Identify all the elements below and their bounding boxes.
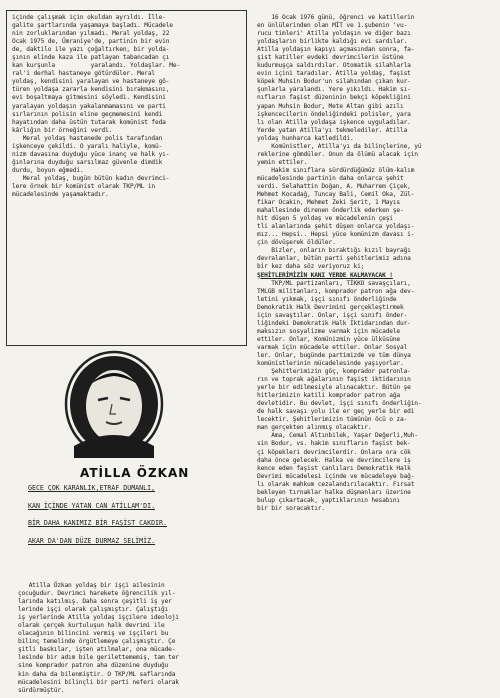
poem-line: GECE ÇOK KARANLIK,ETRAF DUMANLI, — [28, 484, 156, 492]
left-column-bottom-text — [18, 582, 179, 695]
text-line: kudurmuşça saldırdılar. Otomatik silahlarla — [257, 62, 411, 70]
text-line: yoldaş hunharca katledildi. — [257, 134, 354, 142]
text-line: lesinde bir adım bile gerilettememiş, tam ter — [18, 654, 179, 662]
text-line: ettiler. Onlar, Komünizmin yüce ülküsüne — [257, 335, 401, 343]
text-line: Meral yoldaş hastanede polis tarafından — [12, 134, 163, 142]
text-line: mücadelesinde yaşamaktadır. — [12, 191, 109, 199]
text-line: olarak çerçek kurtuluşun halk devrimi ile — [18, 622, 165, 630]
text-line: yoldaşların birlikte kaldığı evi sardılar. — [257, 38, 408, 46]
text-line: kârlığın bir örneğini verdi. — [12, 126, 113, 134]
text-line: Meral yoldaş, bugün bütün kadın devrimci- — [12, 174, 170, 182]
text-line: Bizler, onların bıraktığı kızıl bayrağı — [257, 247, 411, 255]
text-line: en ünlülerinden olan MİT ve 1.şubenin 'vu- — [257, 22, 408, 30]
text-line: yerle bir edilmesiyle alınacaktır. Bütün şe — [257, 384, 411, 392]
text-line: daha önce gelecek. Halka ve devrimcilere iş — [257, 456, 411, 464]
text-line: evi boşaltmaya gitmesini söyledi. Kendisini — [12, 94, 166, 102]
text-line: Hakim sınıflara sürdürdüğümüz ölüm-kalım — [257, 166, 415, 174]
text-line: Atilla Özkan yoldaş bir işçi ailesinin — [18, 582, 165, 589]
text-line: mücadelesinde partinin daha onlarca şehit — [257, 174, 404, 182]
text-line: reklerine gömdüler. Onun da ölümü alacak için — [257, 150, 418, 158]
text-line: mız... Hepsi.. Hepsi yüce komünizm davası i- — [257, 231, 415, 239]
text-line: işkencecilerin öndeliğindeki polisler, yara — [257, 110, 411, 118]
text-line: lerinde işçi olarak çalışmıştır. Çalıştığı — [18, 606, 169, 614]
text-line: ler. Onlar, bugünde partimizde ve tüm dünya — [257, 351, 411, 359]
text-line: man gerçekten alınmış olacaktır. — [257, 424, 372, 432]
text-line: durdu, boyun eğmedi. — [12, 166, 84, 174]
text-line: Mehmet Kocadağ, Tuncay Bali, Cemil Oka, Zül- — [257, 191, 415, 199]
text-line: işkenceye çekildi. O yaralı haliyle, komü- — [12, 142, 163, 150]
text-line: maksızın sosyalizme varmak için mücadele — [257, 327, 401, 335]
text-line: kence eden faşist canlıları Demokratik Halk — [257, 464, 411, 472]
text-line: Atilla yoldaşın kapıyı açmasından sonra, fa- — [257, 46, 415, 54]
text-line: galite şartlarında yaşamaya başladı. Mücadele — [12, 22, 173, 30]
text-line: iş yerlerinde Atilla yoldaş işçilere ideoloji — [18, 614, 179, 622]
left-column-boxed-text — [12, 14, 180, 199]
text-line: köpek Muhsin Bodur'un silahından çıkan kur- — [257, 78, 411, 86]
text-line: yapan Muhsin Bodur, Mete Altan gibi azılı — [257, 102, 404, 110]
text-line: sine komprador patron aha düzenine duyduğu — [18, 662, 169, 670]
text-line: TKP/ML partizanları, TİKKO savaşçıları, — [257, 279, 411, 287]
text-line: Demokratik Halk Devrimini gerçekleştirmek — [257, 303, 404, 311]
text-line: lere örnek bir komünist olarak TKP/ML in — [12, 182, 156, 190]
text-line: Devrimi mücadelesi içinde ve mücadeleye bağ- — [257, 472, 415, 480]
text-line: sürdürmüştür. — [18, 686, 65, 694]
right-column-text — [257, 14, 421, 513]
portrait-name: ATİLLA ÖZKAN — [80, 466, 190, 480]
text-line: lı olan Atilla yoldaşa işkence uyguladılar. — [257, 118, 411, 126]
text-line: bir kez daha söz veriyoruz ki; — [257, 263, 365, 271]
text-line: bekleyen tırnaklar halka düşmanları üzerine — [257, 488, 411, 496]
text-line: içinde çalışmak için okuldan ayrıldı. İlle- — [12, 14, 166, 21]
text-line: komünistlerinin mücadelesinde yaşıyorlar. — [257, 360, 404, 368]
text-line: için savaştılar. Onlar, işçi sınıfı önder- — [257, 311, 408, 319]
text-line: nizm davasına duyduğu yüce inanç ve halk yı- — [12, 150, 170, 158]
text-line: mücadelesini bilinçli bir parti neferi olarak — [18, 678, 179, 686]
text-line: rın ve toprak ağalarının faşist iktidarının — [257, 376, 411, 384]
text-line: Şehitlerimizin göç, komprador patronla- — [257, 368, 411, 376]
text-line: bulup çıkartacak, yaptıklarının hesabını — [257, 496, 401, 504]
text-line: letini yıkmak, işçi sınıfı önderliğinde — [257, 295, 397, 303]
text-line: şının elinde kaza ile patlayan tabancadan çı — [12, 54, 170, 62]
text-line: sırlarının polisin eline geçmemesini kendi — [12, 110, 163, 118]
text-line: şist katiller evdeki devrimcilerin üstüne — [257, 54, 404, 62]
text-line: larında katılmış. Daha sonra çeşitli iş yer — [18, 598, 172, 606]
text-line: fikar Ocakin, Mehmet Zeki Şerit, 1 Mayıs — [257, 199, 401, 207]
poem-line: BİR DAHA KANIMIZ BİR FAŞİST CAKDIR. — [28, 519, 167, 528]
text-line: Yerde yatan Atilla'yı tekmelediler. Atilla — [257, 126, 408, 134]
text-line: de halk savaşı yolu ile er geç yerle bir edi — [257, 408, 415, 416]
text-line: de, daktilo ile yazı çoğaltırken, bir yolda- — [12, 46, 170, 54]
text-line: nıfların faşist düzeninin bekçi köpekliğini — [257, 94, 411, 102]
text-line: hit düşen 5 yoldaş ve mücadelenin çeşi — [257, 215, 393, 223]
text-line: varmak için mücadele ettiler. Onlar Sosyal — [257, 343, 408, 351]
text-line: olacağının bilincini vermiş ve işçileri bu — [18, 630, 169, 638]
text-line: Komünistler, Atilla'yı da bilinçlerine, yü — [257, 142, 422, 150]
text-line: yoldaş, kendisini yaralayan ve hastaneye gö- — [12, 78, 170, 86]
text-line: kan kurşunla yaralandı. Yoldaşlar. Me- — [12, 62, 181, 70]
text-line: sin Bodur, vs. hakim sınıfların faşist bek- — [257, 440, 411, 448]
text-line: türen yoldaşa zararla kendisini bırakmasını, — [12, 86, 170, 94]
text-line: nin zorluklarından yılmadı. Meral yoldaş, 22 — [12, 30, 170, 38]
text-line: ral'i derhal hastaneye götürdüler. Meral — [12, 70, 156, 78]
text-line: bilinç temelinde örgütlemeye çalışmıştır. Çe — [18, 638, 176, 646]
poem-line: AKAR DA'DAN DÜZE DURMAZ SELİMİZ. — [28, 537, 156, 546]
text-line: verdi. Selahattin Doğan, A. Muharrem Çiçek, — [257, 182, 411, 190]
text-line: bir bir soracaktır. — [257, 504, 325, 512]
slogan-line: ŞEHİTLERİMİZİN KANI YERDE KALMAYACAK ! — [257, 271, 393, 279]
text-line: TMLGB militanları, komprador patron ağa dev- — [257, 287, 415, 295]
text-line: lecektir. Şehitlerimizin tümünün öcü o za- — [257, 416, 408, 424]
text-line: tli alanlarında şehit düşen onlarca yoldaşı- — [257, 223, 415, 231]
text-line: mahallesinde direnen önderlik ederken şe- — [257, 207, 404, 215]
text-line: rucu timleri' Atilla yoldaşın ve diğer bazı — [257, 30, 411, 38]
text-line: Ama, Cemal Altınbilek, Yaşar Değerli,Muh- — [257, 432, 418, 440]
text-line: hitlerimizin katili komprador patron ağa — [257, 392, 401, 400]
text-line: 16 Ocak 1976 günü, öğrenci ve katillerin — [257, 14, 415, 21]
text-line: lı olarak mahkum cezalandırılacaktır. Fırsat — [257, 480, 415, 488]
text-line: yaralayan yoldaşın yakalanmamasını ve parti — [12, 102, 166, 110]
text-line: liğindeki Demokratik Halk İktidarından dur- — [257, 319, 411, 327]
text-line: çin dövüşerek öldüler. — [257, 239, 336, 247]
text-line: yemin ettiler. — [257, 158, 308, 166]
text-line: evin içini taradılar. Atilla yoldaş, faşist — [257, 70, 411, 78]
portrait-photo — [62, 350, 167, 458]
text-line: çi köpekleri devrimcilerdir. Onlara ora cök — [257, 448, 411, 456]
text-line: ğınlarına duyduğu sarsılmaz güvenle dimdik — [12, 158, 163, 166]
text-line: devletidir. Bu devlet, işçi sınıfı önderliğin- — [257, 400, 422, 408]
text-line: şitli baskılar, işten atılmalar, ona mücade- — [18, 646, 176, 654]
text-line: devralanlar, bütün parti şehitlerimiz adına — [257, 255, 411, 263]
poem-text — [28, 480, 167, 551]
text-line: Ocak 1975 de, Ümraniye'de, partinin bir evin — [12, 38, 170, 46]
poem-line: KAN İÇİNDE YATAN CAN ATİLLAM'DI. — [28, 501, 156, 510]
text-line: şunlarla yaralandı. Yere yıkıldı. Hakim sı- — [257, 86, 411, 94]
text-line: çocuğudur. Devrimci harekete öğrencilik yıl- — [18, 590, 176, 598]
text-line: hayatından daha üstün tutarak komünist feda — [12, 118, 166, 126]
text-line: kin daha da bilenmiştir. O TKP/ML saflarında — [18, 670, 176, 678]
